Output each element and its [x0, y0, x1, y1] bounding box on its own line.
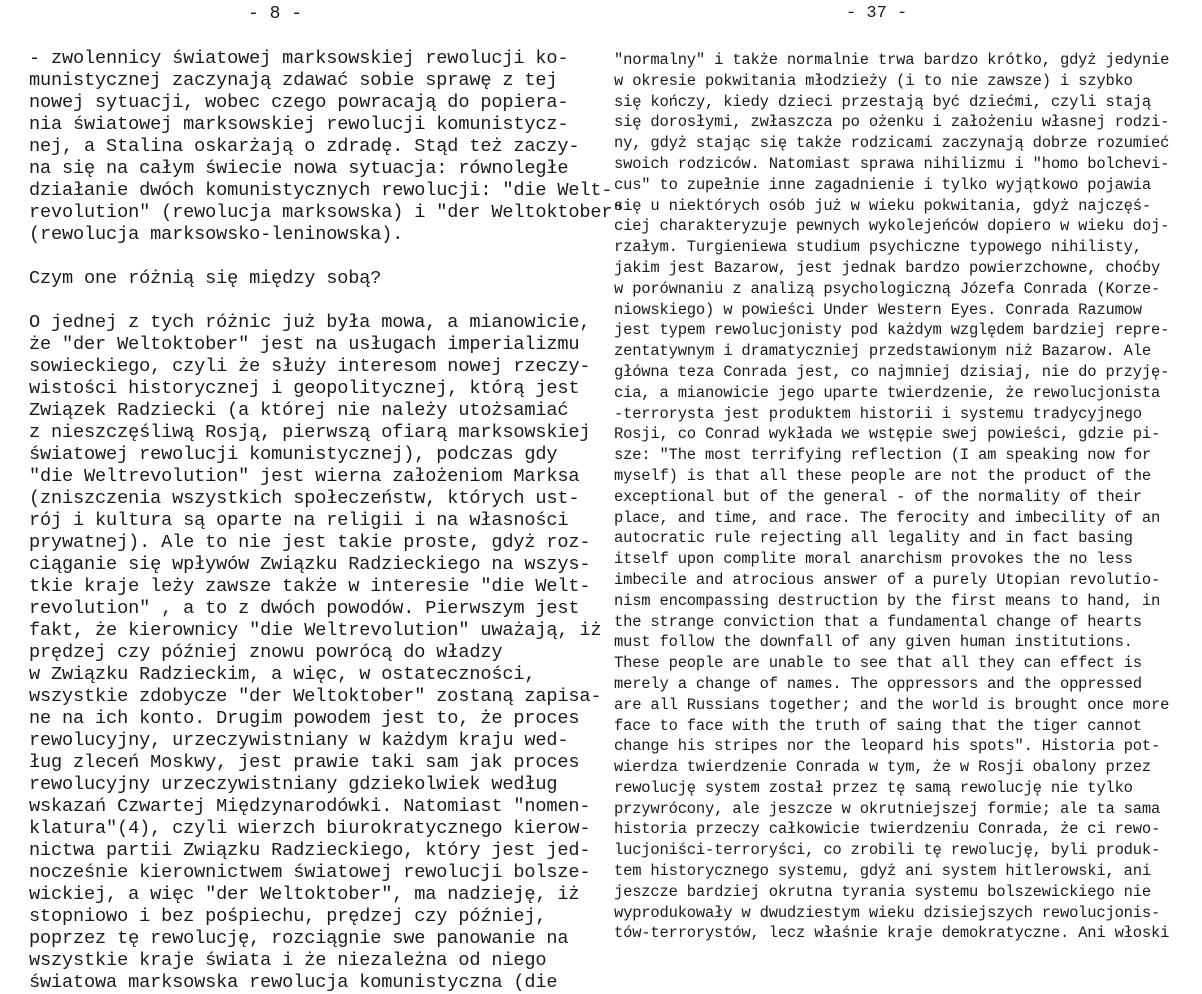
- text-line: must follow the downfall of any given human institutions.: [614, 633, 1133, 652]
- text-line: ług zleceń Moskwy, jest prawie taki sam jak proces: [29, 752, 580, 773]
- text-line: wszystkie zdobycze "der Weltoktober" zostaną zapisa-: [29, 686, 602, 707]
- text-line: w porównaniu z analizą psychologiczną Józefa Conrada (Korze-: [614, 279, 1161, 298]
- text-line: change his stripes nor the leopard his spots". Historia pot-: [614, 737, 1161, 756]
- text-line: zentatywnym i dramatyczniej przedstawionym niż Bazarow. Ale: [614, 342, 1151, 361]
- text-line: rewolucyjny, urzeczywistniany w każdym kraju wed-: [29, 730, 569, 751]
- text-line: rzałym. Turgieniewa studium psychiczne typowego nihilisty,: [614, 238, 1142, 257]
- text-line: nowej sytuacji, wobec czego powracają do popiera-: [29, 92, 569, 113]
- text-line: ciej charakteryzuje pewnych wykolejeńców dopiero w wieku doj-: [614, 217, 1170, 236]
- text-line: cia, a mianowicie jego uparte twierdzenie, że rewolucjonista: [614, 383, 1161, 402]
- text-line: wierdza twierdzenie Conrada w tym, że w Rosji obalony przez: [614, 758, 1151, 777]
- text-line: jest typem rewolucjonisty pod każdym względem bardziej repre-: [614, 321, 1170, 340]
- text-line: z nieszczęśliwą Rosją, pierwszą ofiarą marksowskiej: [29, 422, 591, 443]
- text-line: O jednej z tych różnic już była mowa, a mianowicie,: [29, 312, 591, 333]
- text-line: [29, 246, 623, 268]
- text-line: [29, 290, 623, 312]
- text-line: nocześnie kierownictwem światowej rewolucji bolsze-: [29, 862, 591, 883]
- text-line: wistości historycznej i geopolitycznej, którą jest: [29, 378, 580, 399]
- text-line: tkie kraje leży zawsze także w interesie "die Welt-: [29, 576, 591, 597]
- text-line: ciąganie się wpływów Związku Radzieckiego na wszys-: [29, 554, 591, 575]
- text-line: imbecile and atrocious answer of a purely Utopian revolutio-: [614, 570, 1161, 589]
- text-line: klatura"(4), czyli wierzch biurokratycznego kierow-: [29, 818, 591, 839]
- text-line: merely a change of names. The oppressors and the oppressed: [614, 674, 1142, 693]
- text-line: "normalny" i także normalnie trwa bardzo krótko, gdyż jedynie: [614, 51, 1170, 69]
- text-line: wyprodukowały w dwudziestym wieku dzisiejszych rewolucjonis-: [614, 903, 1161, 922]
- left-page-number: - 8 -: [248, 4, 303, 24]
- text-line: przywrócony, ale jeszcze w okrutniejszej formie; ale ta sama: [614, 799, 1161, 818]
- text-line: lucjoniści-terroryści, co zrobili tę rewolucję, byli produk-: [614, 841, 1161, 860]
- text-line: wszystkie kraje świata i że niezależna od niego: [29, 950, 547, 971]
- text-line: tów-terrorystów, lecz właśnie kraje demokratyczne. Ani włoski: [614, 924, 1170, 943]
- text-line: działanie dwóch komunistycznych rewolucji: "die Welt-: [29, 180, 613, 201]
- text-line: rewolucję system został przez tę samą rewolucję nie tylko: [614, 778, 1133, 797]
- text-line: poprzez tę rewolucję, rozciągnie swe panowanie na: [29, 928, 569, 949]
- text-line: exceptional but of the general - of the normality of their: [614, 487, 1142, 506]
- text-line: swoich rodziców. Natomiast sprawa nihilizmu i "homo bolchevi-: [614, 154, 1170, 173]
- text-line: face to face with the truth of saing that the tiger cannot: [614, 716, 1142, 735]
- text-line: nism encompassing destruction by the first means to hand, in: [614, 591, 1161, 610]
- text-line: ne na ich konto. Drugim powodem jest to, że proces: [29, 708, 580, 729]
- text-line: nej, a Stalina oskarżają o zdradę. Stąd też zaczy-: [29, 136, 580, 157]
- text-line: revolution" (rewolucja marksowska) i "der Weltoktober": [29, 202, 624, 223]
- text-line: ny, gdyż stając się także rodzicami zaczynają dobrze rozumieć: [614, 134, 1170, 153]
- text-line: na się na całym świecie nowa sytuacja: równoległe: [29, 158, 569, 179]
- text-line: tem historycznego systemu, gdyż ani system hitlerowski, ani: [614, 862, 1151, 881]
- text-line: nictwa partii Związku Radzieckiego, który jest jed-: [29, 840, 591, 861]
- text-line: (zniszczenia wszystkich społeczeństw, których ust-: [29, 488, 580, 509]
- text-line: (rewolucja marksowsko-leninowska).: [29, 224, 404, 245]
- text-line: the strange conviction that a fundamental change of hearts: [614, 612, 1142, 631]
- text-line: Czym one różnią się między sobą?: [29, 268, 382, 289]
- text-line: itself upon complite moral anarchism provokes the no less: [614, 550, 1133, 569]
- text-line: się u niektórych osób już w wieku pokwitania, gdyż najczęś-: [614, 196, 1151, 215]
- text-line: Rosji, co Conrad wykłada we wstępie swej powieści, gdzie pi-: [614, 425, 1161, 444]
- text-line: "die Weltrevolution" jest wierna założeniom Marksa: [29, 466, 580, 487]
- text-line: nia światowej marksowskiej rewolucji komunistycz-: [29, 114, 569, 135]
- text-line: rewolucyjny urzeczywistniany gdziekolwiek według: [29, 774, 558, 795]
- text-line: niowskiego) w powieści Under Western Eyes. Conrada Razumow: [614, 300, 1142, 319]
- right-page-text: [614, 50, 1169, 944]
- left-page-text: [29, 48, 623, 994]
- text-line: sze: "The most terrifying reflection (I am speaking now for: [614, 446, 1151, 465]
- text-line: -terrorysta jest produktem historii i systemu tradycyjnego: [614, 404, 1142, 423]
- text-line: sowieckiego, czyli że służy interesom nowej rzeczy-: [29, 356, 591, 377]
- text-line: główna teza Conrada jest, co najmniej dzisiaj, nie do przyję-: [614, 362, 1170, 381]
- text-line: historia przeczy całkowicie twierdzeniu Conrada, że ci rewo-: [614, 820, 1161, 839]
- text-line: myself) is that all these people are not the product of the: [614, 466, 1151, 485]
- text-line: w okresie pokwitania młodzieży (i to nie zawsze) i szybko: [614, 71, 1133, 90]
- text-line: - zwolennicy światowej marksowskiej rewolucji ko-: [29, 48, 569, 69]
- text-line: światowa marksowska rewolucja komunistyczna (die: [29, 972, 558, 993]
- text-line: prędzej czy później znowu powrócą do władzy: [29, 642, 503, 663]
- text-line: światowej rewolucji komunistycznej), podczas gdy: [29, 444, 558, 465]
- text-line: że "der Weltoktober" jest na usługach imperializmu: [29, 334, 580, 355]
- text-line: These people are unable to see that all they can effect is: [614, 654, 1142, 673]
- text-line: Związek Radziecki (a której nie należy utożsamiać: [29, 400, 569, 421]
- text-line: autocratic rule rejecting all legality and in fact basing: [614, 529, 1133, 548]
- text-line: się kończy, kiedy dzieci przestają być dziećmi, czyli stają: [614, 92, 1151, 111]
- text-line: się dorosłymi, zwłaszcza po ożenku i założeniu własnej rodzi-: [614, 113, 1170, 132]
- text-line: are all Russians together; and the world is brought once more: [614, 695, 1170, 714]
- text-line: wickiej, a więc "der Weltoktober", ma nadzieję, iż: [29, 884, 580, 905]
- text-line: jeszcze bardziej okrutna tyrania systemu bolszewickiego nie: [614, 882, 1151, 901]
- right-page-number: - 37 -: [846, 4, 908, 23]
- text-line: place, and time, and race. The ferocity and imbecility of an: [614, 508, 1161, 527]
- text-line: revolution" , a to z dwóch powodów. Pierwszym jest: [29, 598, 580, 619]
- text-line: wskazań Czwartej Międzynarodówki. Natomiast "nomen-: [29, 796, 591, 817]
- text-line: stopniowo i bez pośpiechu, prędzej czy później,: [29, 906, 547, 927]
- text-line: prywatnej). Ale to nie jest takie proste, gdyż roz-: [29, 532, 591, 553]
- right-page: [600, 0, 1202, 943]
- text-line: munistycznej zaczynają zdawać sobie sprawę z tej: [29, 70, 558, 91]
- text-line: rój i kultura są oparte na religii i na własności: [29, 510, 569, 531]
- text-line: cus" to zupełnie inne zagadnienie i tylko wyjątkowo pojawia: [614, 175, 1151, 194]
- text-line: fakt, że kierownicy "die Weltrevolution" uważają, iż: [29, 620, 602, 641]
- text-line: jakim jest Bazarow, jest jednak bardzo powierzchowne, choćby: [614, 258, 1161, 277]
- text-line: w Związku Radzieckim, a więc, w ostateczności,: [29, 664, 536, 685]
